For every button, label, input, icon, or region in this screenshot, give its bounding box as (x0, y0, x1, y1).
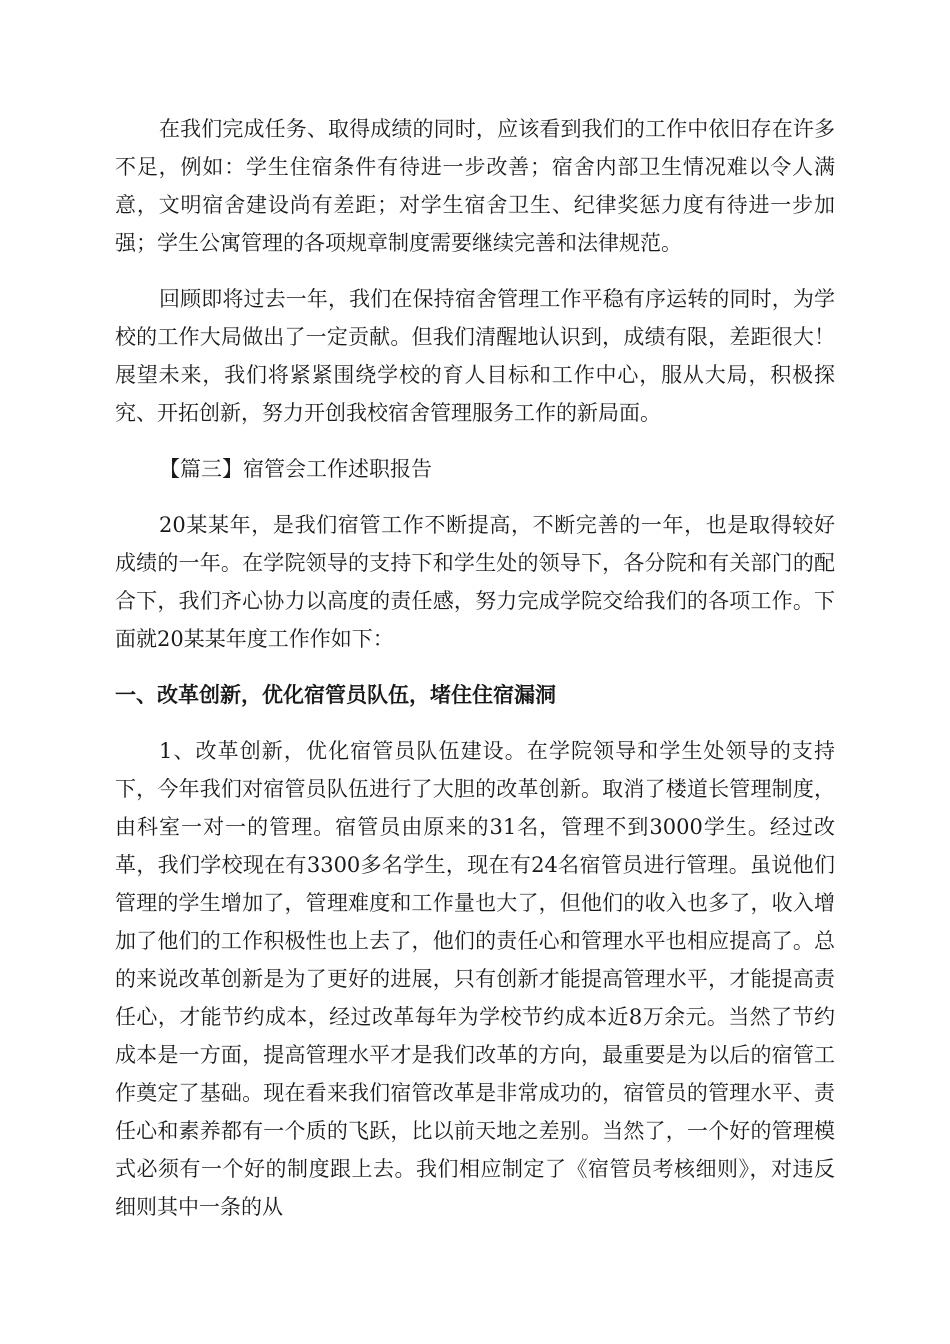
paragraph-reform-details: 1、改革创新，优化宿管员队伍建设。在学院领导和学生处领导的支持下，今年我们对宿管员队伍进行了大胆的改革创新。取消了楼道长管理制度，由科室一对一的管理。宿管员由原来的31名，管理不到3000学生。经过改革，我们学校现在有3300多名学生，现在有24名宿管员进行管理。虽说他们管理的学生增加了，管理难度和工作量也大了，但他们的收入也多了，收入增加了他们的工作积极性也上去了，他们的责任心和管理水平也相应提高了。总的来说改革创新是为了更好的进展，只有创新才能提高管理水平，才能提高责任心，才能节约成本，经过改革每年为学校节约成本近8万余元。当然了节约成本是一方面，提高管理水平才是我们改革的方向，最重要是为以后的宿管工作奠定了基础。现在看来我们宿管改革是非常成功的，宿管员的管理水平、责任心和素养都有一个质的飞跃，比以前天地之差别。当然了，一个好的管理模式必须有一个好的制度跟上去。我们相应制定了《宿管员考核细则》，对违反细则其中一条的从 (115, 739, 835, 1219)
section-title: 【篇三】宿管会工作述职报告 (159, 457, 432, 481)
paragraph-review: 回顾即将过去一年，我们在保持宿舍管理工作平稳有序运转的同时，为学校的工作大局做出了一定贡献。但我们清醒地认识到，成绩有限，差距很大！展望未来，我们将紧紧围绕学校的育人目标和工作中心，服从大局，积极探究、开拓创新，努力开创我校宿舍管理服务工作的新局面。 (115, 287, 835, 425)
document-page (115, 110, 835, 1244)
paragraph-intro: 20某某年，是我们宿管工作不断提高，不断完善的一年，也是取得较好成绩的一年。在学院领导的支持下和学生处的领导下，各分院和有关部门的配合下，我们齐心协力以高度的责任感，努力完成学院交给我们的各项工作。下面就20某某年度工作作如下： (115, 513, 835, 651)
paragraph-shortcomings: 在我们完成任务、取得成绩的同时，应该看到我们的工作中依旧存在许多不足，例如：学生住宿条件有待进一步改善；宿舍内部卫生情况难以令人满意，文明宿舍建设尚有差距；对学生宿舍卫生、纪律奖惩力度有待进一步加强；学生公寓管理的各项规章制度需要继续完善和法律规范。 (115, 117, 835, 255)
heading-reform: 一、改革创新，优化宿管员队伍，堵住住宿漏洞 (115, 683, 556, 707)
